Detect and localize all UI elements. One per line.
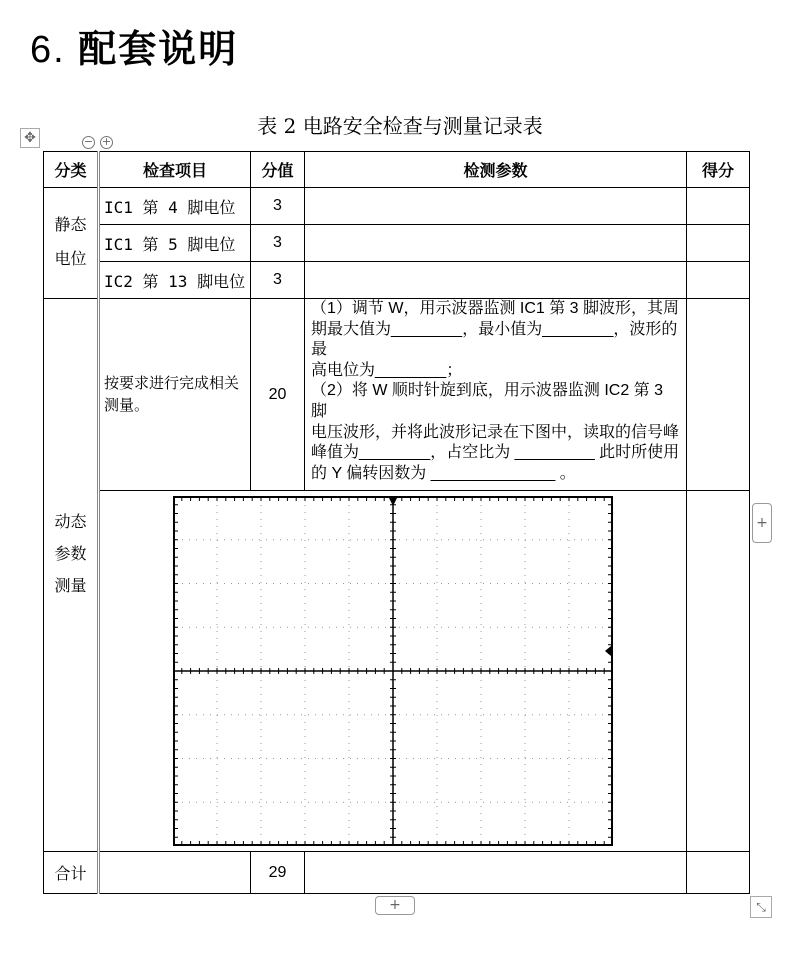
earned-cell[interactable] [687,188,750,225]
score-cell[interactable]: 3 [251,188,305,225]
table-row [44,225,750,262]
earned-cell[interactable] [687,491,750,852]
total-param-cell[interactable] [305,852,687,894]
inspection-record-table [43,151,750,894]
total-score-cell: 29 [251,852,305,894]
add-row-button[interactable]: + [375,896,415,915]
header-score: 分值 [251,152,305,188]
table-move-handle-icon[interactable]: ✥ [20,128,40,148]
param-cell[interactable] [305,262,687,299]
table-resize-icon[interactable]: ⤡ [750,896,772,918]
param-line: 电压波形，并将此波形记录在下图中，读取的信号峰 [311,423,680,441]
category-label: 动态参数测量 [54,513,87,595]
add-column-button[interactable]: + [752,503,772,543]
total-earned-cell[interactable] [687,852,750,894]
header-item: 检查项目 [99,152,251,188]
param-cell[interactable] [305,225,687,262]
item-cell[interactable]: 按要求进行完成相关测量。 [99,299,251,491]
earned-cell[interactable] [687,262,750,299]
table-row [44,299,750,491]
param-line: 期最大值为________，最小值为________，波形的最 [311,320,678,359]
table-row [44,262,750,299]
param-line: 高电位为________； [311,361,463,379]
table-row [44,188,750,225]
table-row [44,852,750,894]
param-line: （1）调节 W，用示波器监测 IC1 第 3 脚波形，其周 [311,300,680,317]
score-cell[interactable]: 3 [251,225,305,262]
static-category-cell[interactable] [44,188,99,299]
item-cell[interactable]: IC1 第 4 脚电位 [99,188,251,225]
param-line: 峰值为________，占空比为 _________ 此时所使用 [311,444,680,462]
table-row [44,491,750,852]
header-earned: 得分 [687,152,750,188]
param-cell[interactable] [305,188,687,225]
header-params: 检测参数 [305,152,687,188]
item-cell[interactable]: IC2 第 13 脚电位 [99,262,251,299]
total-label-cell: 合计 [44,852,99,894]
earned-cell[interactable] [687,225,750,262]
category-label: 静态电位 [54,217,87,268]
score-cell[interactable]: 20 [251,299,305,491]
dynamic-category-cell[interactable] [44,299,99,852]
oscilloscope-cell[interactable] [99,491,687,852]
collapse-column-icon[interactable]: − [83,135,94,148]
expand-column-icon[interactable]: + [101,135,112,148]
earned-cell[interactable] [687,299,750,491]
param-line: 的 Y 偏转因数为 ______________ 。 [311,464,576,482]
item-cell[interactable]: IC1 第 5 脚电位 [99,225,251,262]
param-cell[interactable] [305,299,687,491]
param-line: （2）将 W 顺时针旋到底，用示波器监测 IC2 第 3 脚 [311,382,664,420]
section-number: 6. [30,29,66,71]
section-title: 配套说明 [78,29,239,71]
total-item-cell[interactable] [99,852,251,894]
header-category: 分类 [44,152,99,188]
score-cell[interactable]: 3 [251,262,305,299]
table-header-row [44,152,750,188]
table-caption: 表 2 电路安全检查与测量记录表 [257,114,543,138]
section-heading [30,18,238,73]
oscilloscope-grid [173,496,613,846]
